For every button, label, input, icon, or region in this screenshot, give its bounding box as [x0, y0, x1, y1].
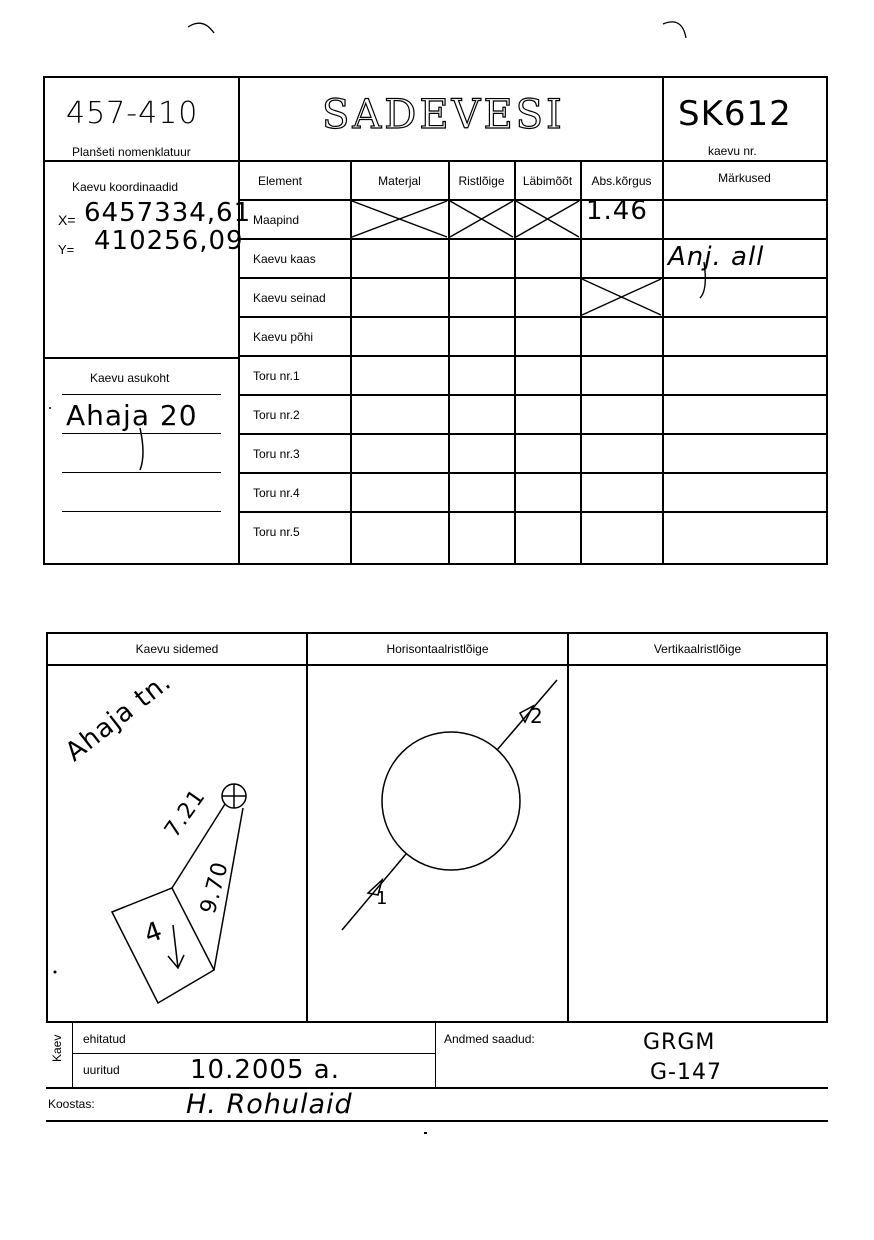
remark-kaevu-kaas: Anj. all	[668, 242, 765, 272]
row-label-toru-5: Toru nr.5	[253, 525, 300, 539]
data-source-label: Andmed saadud:	[444, 1032, 535, 1046]
building-number: 4	[140, 915, 168, 951]
stray-mark	[424, 1132, 427, 1134]
compiled-label: Koostas:	[48, 1097, 95, 1111]
pipe-1-line	[342, 854, 406, 930]
location-label: Kaevu asukoht	[90, 371, 170, 385]
row-label-kaevu-seinad: Kaevu seinad	[253, 291, 326, 305]
row-label-kaevu-kaas: Kaevu kaas	[253, 252, 316, 266]
x-coordinate: 6457334,61	[84, 198, 252, 228]
col-header-material: Materjal	[378, 174, 421, 188]
tie-distance-2: 9.70	[196, 858, 234, 917]
horizontal-section-label: Horisontaalristlõige	[386, 642, 489, 656]
data-source-line1: GRGM	[643, 1030, 716, 1055]
ties-label: Kaevu sidemed	[135, 642, 219, 656]
kaev-side-label: Kaev	[50, 1034, 64, 1062]
row-label-maapind: Maapind	[253, 213, 300, 227]
col-header-remarks: Märkused	[718, 171, 771, 185]
pipe-2-label: 2	[530, 704, 544, 728]
street-name: Ahaja tn.	[60, 666, 178, 768]
pipe-1-label: 1	[376, 888, 389, 909]
pipe-2-line	[497, 680, 557, 750]
coordinates-label: Kaevu koordinaadid	[72, 180, 179, 194]
checked-label: uuritud	[83, 1063, 120, 1077]
checked-value: 10.2005 a.	[190, 1055, 340, 1085]
location-address: Ahaja 20	[66, 399, 198, 432]
built-label: ehitatud	[83, 1032, 126, 1046]
well-number: SK612	[678, 94, 792, 134]
row-label-kaevu-pohi: Kaevu põhi	[253, 330, 314, 344]
x-label: X=	[58, 212, 76, 228]
col-header-element: Element	[257, 174, 303, 188]
row-label-toru-2: Toru nr.2	[253, 408, 300, 422]
data-source-line2: G-147	[650, 1060, 722, 1085]
manhole-circle	[382, 732, 520, 870]
abs-height-maapind: 1.46	[586, 196, 648, 226]
row-label-toru-4: Toru nr.4	[253, 486, 300, 500]
y-coordinate: 410256,09	[94, 226, 244, 256]
form-title: SADEVESI	[322, 92, 565, 138]
map-number: 457-410	[66, 96, 199, 131]
row-label-toru-1: Toru nr.1	[253, 369, 300, 383]
compiled-value: H. Rohulaid	[186, 1089, 353, 1120]
tie-distance-1: 7.21	[160, 784, 211, 843]
vertical-section-label: Vertikaalristlõige	[653, 642, 742, 656]
map-number-label: Planšeti nomenklatuur	[72, 145, 191, 159]
row-label-toru-3: Toru nr.3	[253, 447, 300, 461]
col-header-diameter: Läbimõõt	[522, 174, 573, 188]
well-number-label: kaevu nr.	[708, 144, 757, 158]
col-header-cross-section: Ristlõige	[458, 174, 505, 188]
col-header-abs-height: Abs.kõrgus	[591, 174, 652, 188]
y-label: Y=	[58, 242, 75, 257]
